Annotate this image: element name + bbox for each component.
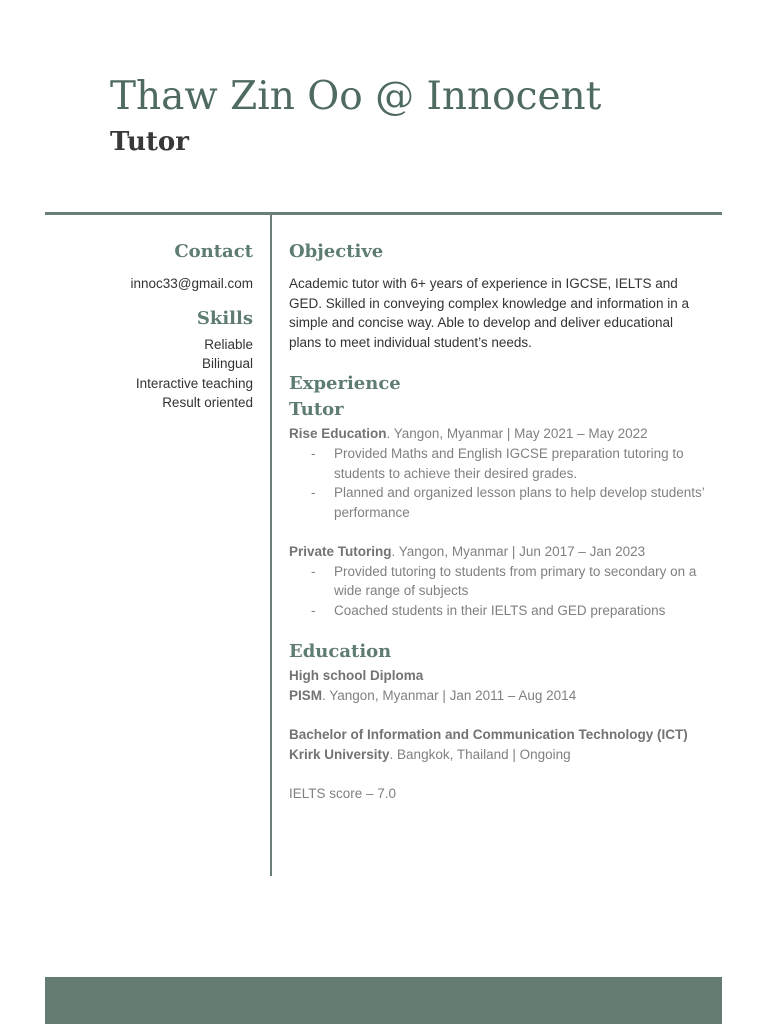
bullet-text: Provided tutoring to students from primary to secondary on a wide range of subjects bbox=[334, 563, 697, 599]
resume-role: Tutor bbox=[110, 127, 189, 157]
skill-item: Reliable bbox=[204, 336, 253, 352]
job-bullets bbox=[289, 562, 709, 621]
school-line bbox=[289, 745, 709, 765]
main-content bbox=[289, 238, 709, 803]
job-bullets bbox=[289, 444, 709, 522]
job-bullet bbox=[289, 444, 709, 483]
job-details: . Yangon, Myanmar | Jun 2017 – Jan 2023 bbox=[391, 543, 646, 559]
contact-heading: Contact bbox=[174, 241, 253, 262]
contact-email: innoc33@gmail.com bbox=[130, 276, 253, 291]
resume-name: Thaw Zin Oo @ Innocent bbox=[110, 74, 602, 119]
bullet-dash: - bbox=[311, 485, 316, 501]
school-line bbox=[289, 686, 709, 706]
bullet-text: Coached students in their IELTS and GED preparations bbox=[334, 602, 666, 618]
school-name: Krirk University bbox=[289, 746, 390, 762]
bullet-text: Planned and organized lesson plans to help develop students’ performance bbox=[334, 485, 705, 520]
employer-name: Rise Education bbox=[289, 426, 387, 442]
experience-heading: Experience bbox=[289, 373, 401, 395]
employer-name: Private Tutoring bbox=[289, 543, 392, 559]
education-entry bbox=[289, 725, 709, 764]
header-divider bbox=[45, 212, 722, 215]
degree-name: Bachelor of Information and Communication Technology (ICT) bbox=[289, 727, 688, 743]
footer-band bbox=[45, 977, 722, 1024]
job-bullet bbox=[289, 562, 709, 601]
education-heading: Education bbox=[289, 641, 392, 663]
objective-heading: Objective bbox=[289, 241, 384, 262]
bullet-dash: - bbox=[311, 563, 316, 579]
job-details: . Yangon, Myanmar | May 2021 – May 2022 bbox=[386, 426, 648, 442]
job-bullet bbox=[289, 601, 709, 621]
skills-list bbox=[60, 335, 253, 413]
experience-section bbox=[289, 370, 709, 620]
job-entry bbox=[289, 424, 709, 522]
school-name: PISM bbox=[289, 687, 323, 703]
job-header bbox=[289, 424, 709, 444]
degree-name: High school Diploma bbox=[289, 668, 424, 684]
skill-item: Result oriented bbox=[162, 395, 253, 411]
sidebar bbox=[60, 238, 253, 413]
bullet-dash: - bbox=[311, 445, 316, 461]
objective-text: Academic tutor with 6+ years of experience in IGCSE, IELTS and GED. Skilled in conveying complex knowledge and information in a simple and concise way. Able to develop and deliver educational plans to meet individual student’s needs. bbox=[289, 276, 689, 350]
job-bullet bbox=[289, 483, 709, 522]
job-title: Tutor bbox=[289, 399, 344, 421]
skills-heading: Skills bbox=[196, 307, 253, 329]
education-entry bbox=[289, 666, 709, 705]
school-details: . Yangon, Myanmar | Jan 2011 – Aug 2014 bbox=[322, 687, 577, 703]
objective-section bbox=[289, 238, 709, 352]
job-entry bbox=[289, 542, 709, 620]
education-section bbox=[289, 638, 709, 803]
bullet-dash: - bbox=[311, 602, 316, 618]
school-details: . Bangkok, Thailand | Ongoing bbox=[389, 746, 571, 762]
bullet-text: Provided Maths and English IGCSE preparation tutoring to students to achieve their desired grades. bbox=[334, 445, 684, 481]
column-divider bbox=[270, 215, 272, 876]
ielts-score: IELTS score – 7.0 bbox=[289, 785, 397, 801]
skill-item: Bilingual bbox=[201, 356, 253, 372]
job-header bbox=[289, 542, 709, 562]
skill-item: Interactive teaching bbox=[135, 375, 253, 391]
